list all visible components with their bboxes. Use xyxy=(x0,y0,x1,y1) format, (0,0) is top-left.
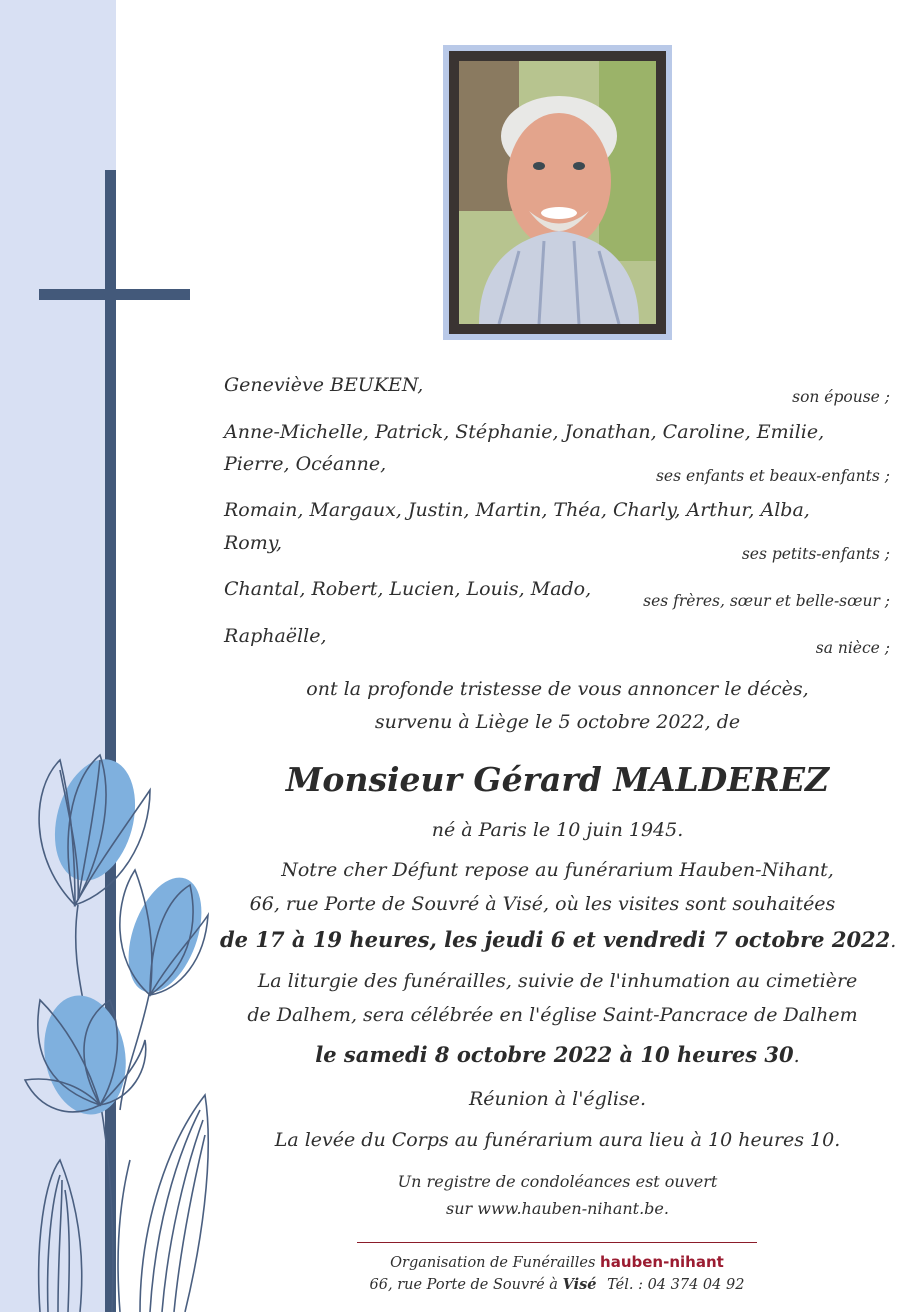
funeral-line-1: La liturgie des funérailles, suivie de l'inhumation au cimetière xyxy=(257,970,858,992)
funeral-date: le samedi 8 octobre 2022 à 10 heures 30. xyxy=(315,1042,800,1067)
funeral-line-2: de Dalhem, sera célébrée en l'église Saint-Pancrace de Dalhem xyxy=(247,1004,858,1026)
announcement-line-2: survenu à Liège le 5 octobre 2022, de xyxy=(374,711,741,733)
portrait-photo xyxy=(459,61,656,324)
tulip-flowers-icon xyxy=(25,750,216,1312)
family-name-2b: Pierre, Océanne, xyxy=(224,453,387,475)
meeting-line: Réunion à l'église. xyxy=(468,1088,647,1110)
visitation-line-2: 66, rue Porte de Souvré à Visé, où les visites sont souhaitées xyxy=(249,893,836,915)
visitation-schedule: de 17 à 19 heures, les jeudi 6 et vendredi 7 octobre 2022. xyxy=(220,927,897,952)
family-name-1: Geneviève BEUKEN, xyxy=(224,374,424,396)
family-name-3a: Romain, Margaux, Justin, Martin, Théa, Charly, Arthur, Alba, xyxy=(224,499,810,521)
levee-line: La levée du Corps au funérarium aura lieu à 10 heures 10. xyxy=(274,1129,841,1151)
birth-line: né à Paris le 10 juin 1945. xyxy=(431,819,684,841)
family-name-5: Raphaëlle, xyxy=(224,625,327,647)
registry-line-1: Un registre de condoléances est ouvert xyxy=(397,1172,718,1191)
footer-address: 66, rue Porte de Souvré à Visé Tél. : 04 374 04 92 xyxy=(369,1276,745,1293)
family-name-4: Chantal, Robert, Lucien, Louis, Mado, xyxy=(224,578,592,600)
family-relation-5: sa nièce ; xyxy=(815,639,890,657)
funeral-date-text: le samedi 8 octobre 2022 à 10 heures 30 xyxy=(315,1042,794,1067)
portrait-frame xyxy=(443,45,672,340)
footer-organisation: Organisation de Funérailles hauben-nihant xyxy=(390,1253,724,1271)
family-relation-3: ses petits-enfants ; xyxy=(741,545,890,563)
announcement-line-1: ont la profonde tristesse de vous annoncer le décès, xyxy=(306,678,809,700)
cross-icon xyxy=(39,170,190,1312)
cross-and-flowers-decoration xyxy=(0,0,220,1312)
brand-logo: hauben-nihant xyxy=(600,1253,724,1271)
family-name-2a: Anne-Michelle, Patrick, Stéphanie, Jonathan, Caroline, Emilie, xyxy=(224,421,825,443)
visitation-line-1: Notre cher Défunt repose au funérarium Hauben-Nihant, xyxy=(281,859,834,881)
family-relation-1: son épouse ; xyxy=(792,388,890,406)
visitation-schedule-text: de 17 à 19 heures, les jeudi 6 et vendredi 7 octobre 2022 xyxy=(220,927,891,952)
family-name-3b: Romy, xyxy=(224,532,283,554)
deceased-name: Monsieur Gérard MALDEREZ xyxy=(285,760,830,799)
registry-line-2: sur www.hauben-nihant.be. xyxy=(446,1199,669,1218)
footer-divider xyxy=(357,1242,757,1243)
family-relation-2: ses enfants et beaux-enfants ; xyxy=(655,467,890,485)
family-relation-4: ses frères, sœur et belle-sœur ; xyxy=(643,592,890,610)
